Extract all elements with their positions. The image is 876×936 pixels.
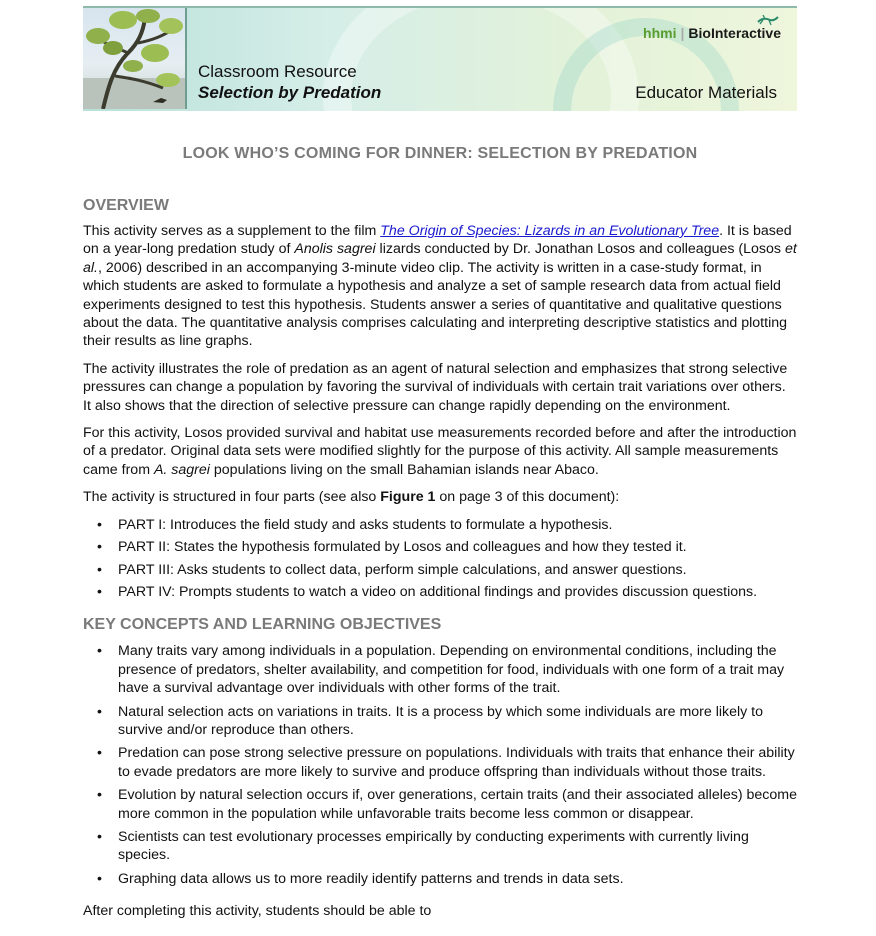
list-item: • Many traits vary among individuals in a population. Depending on environmental conditions, including the presence of predators, shelter availability, and competition for food, individuals with one form of a trait may have a survival advantage over individuals with other forms of the trait.: [83, 642, 797, 697]
list-item: • Scientists can test evolutionary processes empirically by conducting experiments with currently living species.: [83, 828, 797, 865]
list-item: • Natural selection acts on variations in traits. It is a process by which some individuals are more likely to survive and/or reproduce than others.: [83, 703, 797, 740]
list-item: • PART II: States the hypothesis formulated by Losos and colleagues and how they tested it.: [83, 538, 797, 556]
parts-list: [83, 516, 797, 602]
key-concepts-heading: KEY CONCEPTS AND LEARNING OBJECTIVES: [83, 616, 442, 634]
header-banner: [83, 6, 797, 111]
list-item: • Graphing data allows us to more readily identify patterns and trends in data sets.: [83, 870, 797, 888]
audience-label: Educator Materials: [635, 83, 777, 102]
resource-type: Classroom Resource: [198, 62, 357, 81]
logo-bio-text: BioInteractive: [688, 25, 781, 41]
list-item: • PART III: Asks students to collect data, perform simple calculations, and answer questions.: [83, 561, 797, 579]
list-item: • PART I: Introduces the field study and asks students to formulate a hypothesis.: [83, 516, 797, 534]
logo-hhmi-text: hhmi: [643, 25, 677, 41]
after-completing-text: After completing this activity, students should be able to: [83, 903, 432, 920]
overview-heading: OVERVIEW: [83, 197, 169, 214]
list-item: • PART IV: Prompts students to watch a video on additional findings and provides discussion questions.: [83, 583, 797, 601]
list-item: • Predation can pose strong selective pressure on populations. Individuals with traits that enhance their ability to evade predators are more likely to survive and produce offspring than individuals without those traits.: [83, 744, 797, 781]
hhmi-biointeractive-logo[interactable]: hhmi | BioInteractive: [643, 25, 781, 41]
overview-paragraph-1: This activity serves as a supplement to the film The Origin of Species: Lizards in an Evolutionary Tree. It is based on a year-long predation study of Anolis sagrei lizards conducted by Dr. Jonathan Losos and colleagues (Losos et al., 2006) described in an accompanying 3-minute video clip. The activity is written in a case-study format, in which students are asked to formulate a hypothesis and analyze a set of sample research data from actual field experiments designed to test this hypothesis. Students answer a series of quantitative and qualitative questions about the data. The quantitative analysis comprises calculating and interpreting descriptive statistics and plotting their results as line graphs.: [83, 223, 797, 350]
tree-lizard-illustration: [83, 8, 187, 109]
film-link[interactable]: The Origin of Species: Lizards in an Evolutionary Tree: [380, 223, 720, 239]
key-concepts-list: [83, 642, 797, 888]
document-title: LOOK WHO’S COMING FOR DINNER: SELECTION BY PREDATION: [182, 145, 698, 162]
list-item: • Evolution by natural selection occurs if, over generations, certain traits (and their associated alleles) become more common in the population while unfavorable traits become less common or disappear.: [83, 786, 797, 823]
resource-title: Selection by Predation: [198, 83, 382, 102]
overview-paragraph-3: For this activity, Losos provided survival and habitat use measurements recorded before and after the introduction of a predator. Original data sets were modified slightly for the purpose of this activity. All sample measurements came from A. sagrei populations living on the small Bahamian islands near Abaco.: [83, 425, 797, 478]
tree-illustration-icon: [83, 8, 185, 109]
page: [83, 6, 797, 921]
overview-paragraph-2: The activity illustrates the role of predation as an agent of natural selection and emphasizes that strong selective pressures can change a population by favoring the survival of individuals with certain trait variations over others. It also shows that the direction of selective pressure can change rapidly depending on the environment.: [83, 360, 788, 414]
overview-paragraph-4: The activity is structured in four parts (see also Figure 1 on page 3 of this document):: [83, 489, 620, 506]
